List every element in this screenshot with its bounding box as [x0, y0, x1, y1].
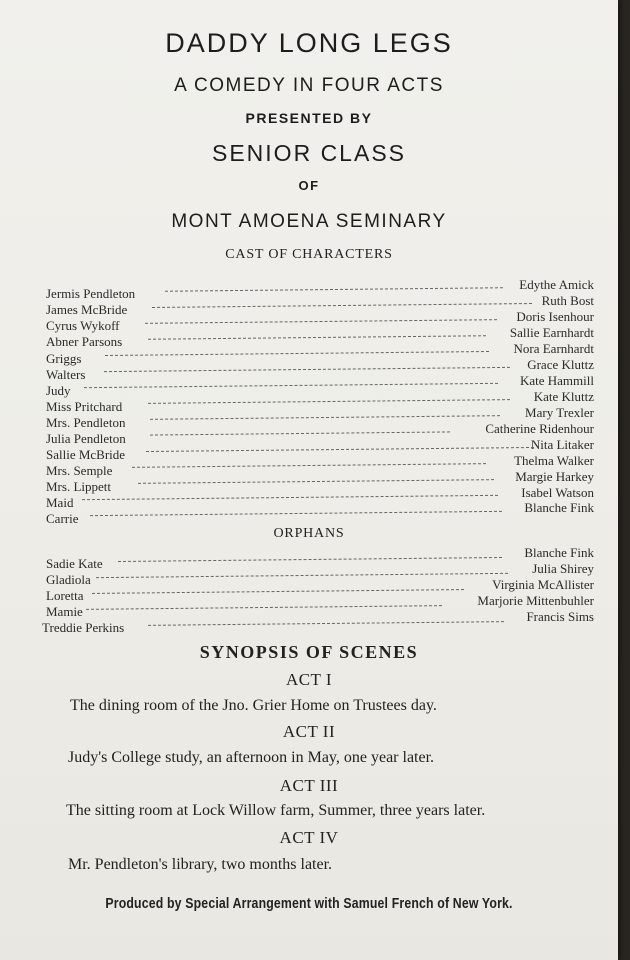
cast-role: Mrs. Pendleton	[46, 415, 126, 430]
orphan-role: Gladiola	[46, 572, 91, 587]
cast-actor: Kate Kluttz	[533, 389, 594, 404]
cast-role: Griggs	[46, 351, 82, 366]
school-name: MONT AMOENA SEMINARY	[171, 211, 447, 232]
dotted-leader	[152, 303, 532, 308]
orphan-actor: Blanche Fink	[524, 545, 594, 560]
dotted-leader	[82, 495, 498, 500]
play-title: DADDY LONG LEGS	[165, 28, 453, 58]
dotted-leader	[165, 287, 503, 292]
cast-actor: Blanche Fink	[524, 500, 594, 515]
orphan-role: Sadie Kate	[46, 556, 103, 571]
cast-role: Maid	[46, 495, 74, 510]
act-scene: Judy's College study, an afternoon in May, one year later.	[68, 749, 435, 766]
cast-role: Jermis Pendleton	[46, 286, 136, 301]
dotted-leader	[150, 415, 500, 420]
orphan-actor: Francis Sims	[526, 609, 594, 624]
cast-role: Julia Pendleton	[46, 431, 126, 446]
cast-actor: Ruth Bost	[541, 293, 594, 308]
cast-actor: Nita Litaker	[530, 437, 594, 452]
dotted-leader	[148, 335, 486, 340]
dotted-leader	[84, 383, 498, 388]
dotted-leader	[145, 319, 497, 324]
cast-actor: Margie Harkey	[515, 469, 594, 484]
presented-by: PRESENTED BY	[245, 110, 373, 126]
orphans-heading: ORPHANS	[273, 526, 345, 541]
cast-actor: Grace Kluttz	[527, 357, 594, 372]
synopsis-heading: SYNOPSIS OF SCENES	[199, 642, 419, 662]
orphan-actor: Julia Shirey	[532, 561, 594, 576]
cast-role: Judy	[46, 383, 71, 398]
cast-role: Carrie	[46, 511, 79, 526]
act-label: ACT III	[279, 776, 339, 795]
orphan-role: Mamie	[46, 604, 83, 619]
cast-actor: Isabel Watson	[521, 485, 594, 500]
dotted-leader	[105, 351, 489, 356]
cast-role: Walters	[46, 367, 86, 382]
dotted-leader	[148, 621, 504, 626]
cast-actor: Catherine Ridenhour	[485, 421, 594, 436]
cast-actor: Kate Hammill	[519, 373, 594, 388]
cast-actor: Thelma Walker	[514, 453, 594, 468]
cast-role: Cyrus Wykoff	[46, 318, 120, 333]
act-scene: Mr. Pendleton's library, two months later.	[68, 856, 333, 873]
act-label: ACT IV	[279, 828, 339, 847]
play-subtitle: A COMEDY IN FOUR ACTS	[174, 75, 444, 96]
dotted-leader	[132, 463, 486, 468]
dotted-leader	[138, 479, 494, 484]
dotted-leader	[148, 399, 510, 404]
dotted-leader	[86, 605, 442, 610]
orphan-actor: Virginia McAllister	[492, 577, 594, 592]
dotted-leader	[118, 557, 502, 562]
cast-role: James McBride	[46, 302, 128, 317]
dotted-leader	[146, 447, 534, 452]
dotted-leader	[150, 431, 450, 435]
cast-actor: Edythe Amick	[519, 277, 594, 292]
orphan-actor: Marjorie Mittenbuhler	[477, 593, 594, 608]
cast-actor: Sallie Earnhardt	[509, 325, 594, 340]
cast-actor: Nora Earnhardt	[513, 341, 594, 356]
production-credit: Produced by Special Arrangement with Samuel French of New York.	[105, 895, 513, 912]
cast-role: Sallie McBride	[46, 447, 126, 462]
of-label: OF	[298, 178, 320, 193]
cast-role: Mrs. Semple	[46, 463, 113, 478]
orphan-role: Treddie Perkins	[42, 620, 125, 635]
dotted-leader	[90, 511, 502, 516]
dotted-leader	[104, 367, 510, 372]
act-scene: The dining room of the Jno. Grier Home on Trustees day.	[70, 697, 437, 714]
act-label: ACT I	[285, 670, 333, 689]
dotted-leader	[96, 573, 508, 578]
cast-heading: CAST OF CHARACTERS	[225, 247, 393, 262]
cast-actor: Mary Trexler	[525, 405, 594, 420]
cast-role: Mrs. Lippett	[46, 479, 111, 494]
cast-actor: Doris Isenhour	[516, 309, 594, 324]
act-label: ACT II	[282, 722, 336, 741]
class-name: SENIOR CLASS	[212, 140, 406, 166]
act-scene: The sitting room at Lock Willow farm, Summer, three years later.	[66, 802, 486, 819]
cast-role: Abner Parsons	[46, 334, 123, 349]
orphan-role: Loretta	[46, 588, 84, 603]
dotted-leader	[92, 589, 464, 594]
cast-role: Miss Pritchard	[46, 399, 123, 414]
